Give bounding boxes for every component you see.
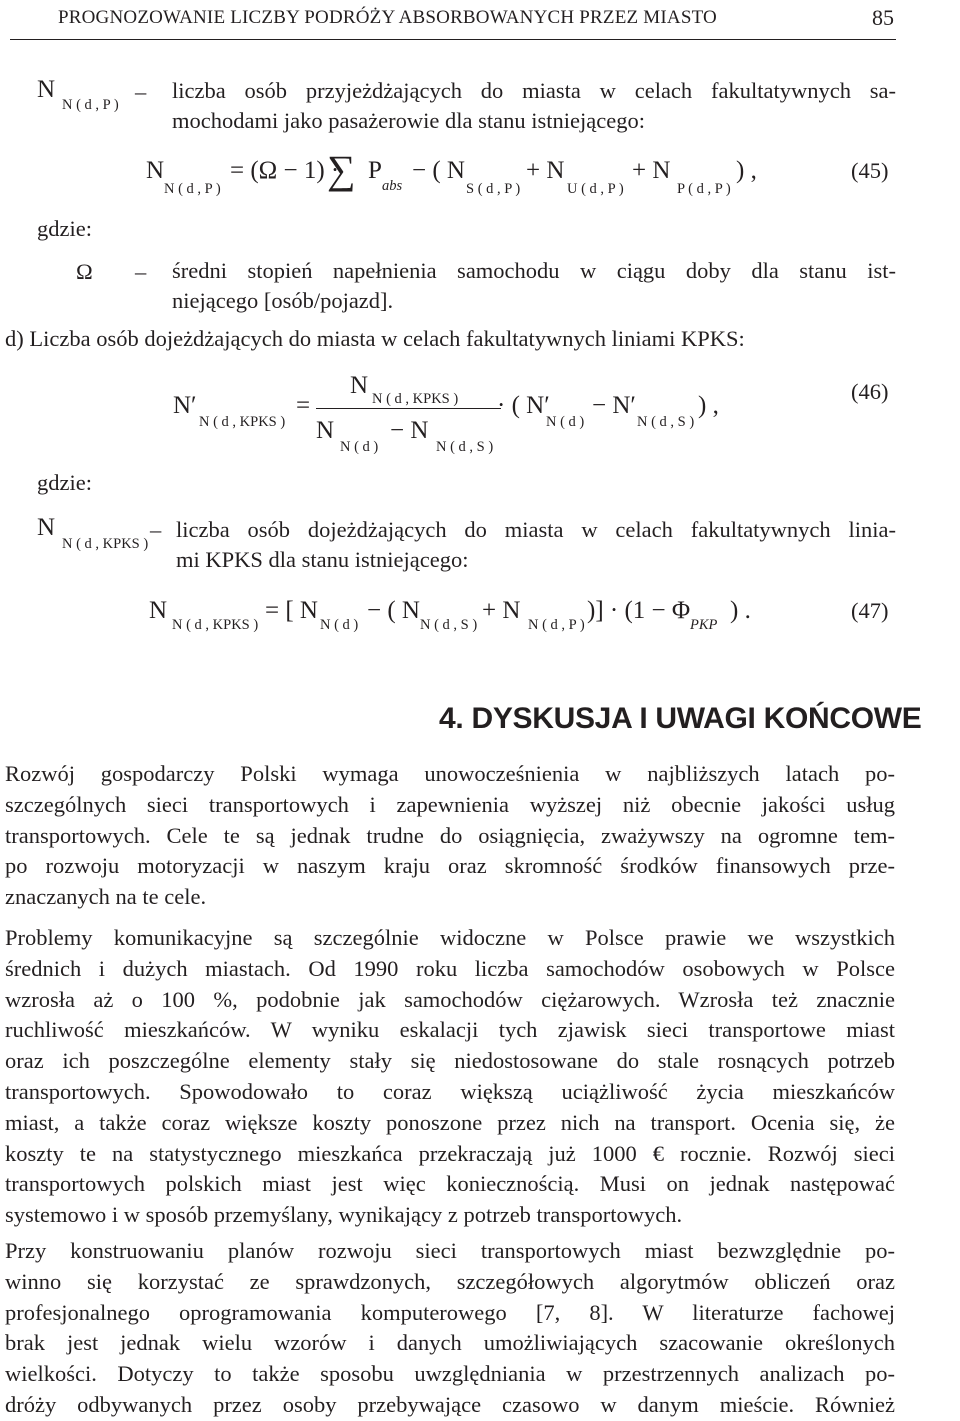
eq45-formula <box>146 158 164 183</box>
def1-dash: – <box>135 79 147 104</box>
p2-line: koszty te na statystycznego mieszkańca przekraczają już 1000 € rocznie. Rozwój sieci <box>5 1140 895 1166</box>
running-header <box>0 0 960 40</box>
def2-symbol: N <box>37 514 56 541</box>
p2-line: oraz ich poszczególne elementy stały się niedostosowane do stale rosnących potrzeb <box>5 1048 895 1074</box>
omega-line1: średni stopień napełnienia samochodu w ciągu doby dla stanu ist- <box>172 258 896 283</box>
eq45-nu-term: + N <box>526 157 565 184</box>
eq47-label: (47) <box>851 598 889 623</box>
eq47-t4-sub: N ( d , P ) <box>528 617 585 633</box>
p3-line: brak jest jednak wielu wzorów i danych umożliwiających szacowanie określonych <box>5 1330 895 1356</box>
header-rule <box>10 39 896 40</box>
eq45-np-term: + N <box>632 157 671 184</box>
def1-line2: mochodami jako pasażerowie dla stanu istniejącego: <box>172 108 645 133</box>
eq45-label: (45) <box>851 158 889 183</box>
eq47-t3: − ( N <box>367 597 420 624</box>
paragraph-3 <box>5 1236 895 1421</box>
p2-line: średnich i dużych miastach. Od 1990 roku liczba samochodów osobowych w Polsce <box>5 955 895 981</box>
omega-symbol: Ω <box>76 259 93 284</box>
eq45-close: ) , <box>736 157 757 184</box>
eq46-den1-sub: N ( d ) <box>340 439 379 455</box>
eq47-t2-sub: N ( d ) <box>320 617 359 633</box>
eq46-r2-sub: N ( d , S ) <box>637 414 695 430</box>
eq46-r1-sub: N ( d ) <box>546 414 585 430</box>
p1-line: po rozwoju motoryzacji w naszym kraju oraz skromność środków finansowych prze- <box>5 853 895 879</box>
paragraph-1 <box>5 759 895 913</box>
p1-line: transportowych. Cele te są jednak trudne do osiągnięcia, zważywszy na ogromne tem- <box>5 822 895 848</box>
eq46-r1: · ( N′ <box>497 392 550 419</box>
gdzie-label-1: gdzie: <box>37 216 92 241</box>
p3-line: wielkości. Dotyczy to także sposobu uwzględniania w przestrzennych analizach po- <box>5 1361 895 1387</box>
eq45-omega-term: = (Ω − 1) · <box>230 157 340 184</box>
p3-line: dróży odbywanych przez osoby przebywające czasowo w danym mieście. Również <box>5 1391 895 1417</box>
eq45-nu-sub: U ( d , P ) <box>567 181 624 197</box>
eq46-lhs: N′ <box>173 392 197 419</box>
page-number: 85 <box>872 5 894 30</box>
def1-symbol <box>37 77 55 102</box>
eq45-term1-sub: N ( d , P ) <box>164 181 221 197</box>
p1-line: znaczanych na te cele. <box>5 884 207 910</box>
p1-line: Rozwój gospodarczy Polski wymaga unowocześnienia w najbliższych latach po- <box>5 761 895 786</box>
eq47-t5: )] · (1 − Φ <box>587 597 691 624</box>
p2-line: systemowo i w sposób przemyślany, wynikający z potrzeb transportowych. <box>5 1202 683 1228</box>
eq45-np-sub: P ( d , P ) <box>677 181 731 197</box>
p2-line: transportowych polskich miast jest więc koniecznością. Musi on jednak następować <box>5 1171 895 1197</box>
eq45-ns-term: − ( N <box>412 157 465 184</box>
eq46-label: (46) <box>851 379 889 404</box>
item-d: d) Liczba osób dojeżdżających do miasta w celach fakultatywnych liniami KPKS: <box>5 326 745 351</box>
def2-text <box>176 515 896 575</box>
eq47-t1: N <box>149 597 168 624</box>
omega-line2: niejącego [osób/pojazd]. <box>172 288 394 313</box>
eq47-close: ) . <box>730 597 751 624</box>
gdzie-label-2: gdzie: <box>37 470 92 495</box>
def2-dash: – <box>150 517 162 542</box>
p3-line: winno się korzystać ze sprawdzonych, szczegółowych algorytmów obliczeń oraz <box>5 1268 895 1294</box>
eq45-term1: N <box>146 157 165 184</box>
p2-line: transportowych. Spowodowało to coraz większą uciążliwość życia mieszkańców <box>5 1078 895 1104</box>
def2-line2: mi KPKS dla stanu istniejącego: <box>176 547 469 572</box>
p2-line: ruchliwość mieszkańców. W wyniku eskalacji tych zjawisk sieci transportowe miast <box>5 1017 895 1043</box>
def1-text <box>172 76 896 136</box>
omega-dash: – <box>135 259 147 284</box>
def1-symbol-main: N <box>37 76 56 103</box>
eq45-p-sub: abs <box>382 178 403 194</box>
eq46-equals: = <box>296 392 311 419</box>
eq46-num: N <box>350 372 369 399</box>
eq47-t2: = [ N <box>265 597 318 624</box>
eq45-p-term: P <box>368 157 382 184</box>
eq46-num-sub: N ( d , KPKS ) <box>372 391 459 407</box>
def2-symbol-sub: N ( d , KPKS ) <box>62 536 149 552</box>
eq47-t1-sub: N ( d , KPKS ) <box>172 617 259 633</box>
eq46-den2: − N <box>390 417 429 444</box>
eq47-t4: + N <box>482 597 521 624</box>
eq46-lhs-sub: N ( d , KPKS ) <box>199 414 286 430</box>
running-title: PROGNOZOWANIE LICZBY PODRÓŻY ABSORBOWANYCH PRZEZ MIASTO <box>58 7 717 28</box>
p3-line: Przy konstruowaniu planów rozwoju sieci transportowych miast bezwzględnie po- <box>5 1238 895 1263</box>
eq46-den2-sub: N ( d , S ) <box>436 439 494 455</box>
p2-line: Problemy komunikacyjne są szczególnie widoczne w Polsce prawie we wszystkich <box>5 925 895 950</box>
p2-line: miast, a także coraz większe koszty ponoszone przez nich na transport. Ocenia się, że <box>5 1109 895 1135</box>
def1-symbol-sub: N ( d , P ) <box>62 97 119 113</box>
fraction-bar <box>316 408 501 409</box>
p1-line: szczególnych sieci transportowych i zapewnienia wyższej niż obecnie jakości usług <box>5 791 895 817</box>
eq47-t5-sub: PKP <box>690 617 718 633</box>
eq46-den1: N <box>316 417 335 444</box>
section-heading: 4. DYSKUSJA I UWAGI KOŃCOWE <box>439 702 922 735</box>
eq46-r2: − N′ <box>592 392 636 419</box>
omega-text <box>172 256 896 316</box>
sum-symbol: ∑ <box>327 147 356 192</box>
p3-line: profesjonalnego oprogramowania komputerowego [7, 8]. W literaturze fachowej <box>5 1299 895 1325</box>
def2-line1: liczba osób dojeżdżających do miasta w celach fakultatywnych linia- <box>176 517 896 542</box>
eq46-close: ) , <box>698 392 719 419</box>
def1-line1: liczba osób przyjeżdżających do miasta w celach fakultatywnych sa- <box>172 78 896 103</box>
eq45-ns-sub: S ( d , P ) <box>466 181 521 197</box>
eq47-t3-sub: N ( d , S ) <box>420 617 478 633</box>
p2-line: wzrosła aż o 100 %, podobnie jak samochodów ciężarowych. Wzrosła też znacznie <box>5 986 895 1012</box>
paragraph-2 <box>5 923 895 1231</box>
